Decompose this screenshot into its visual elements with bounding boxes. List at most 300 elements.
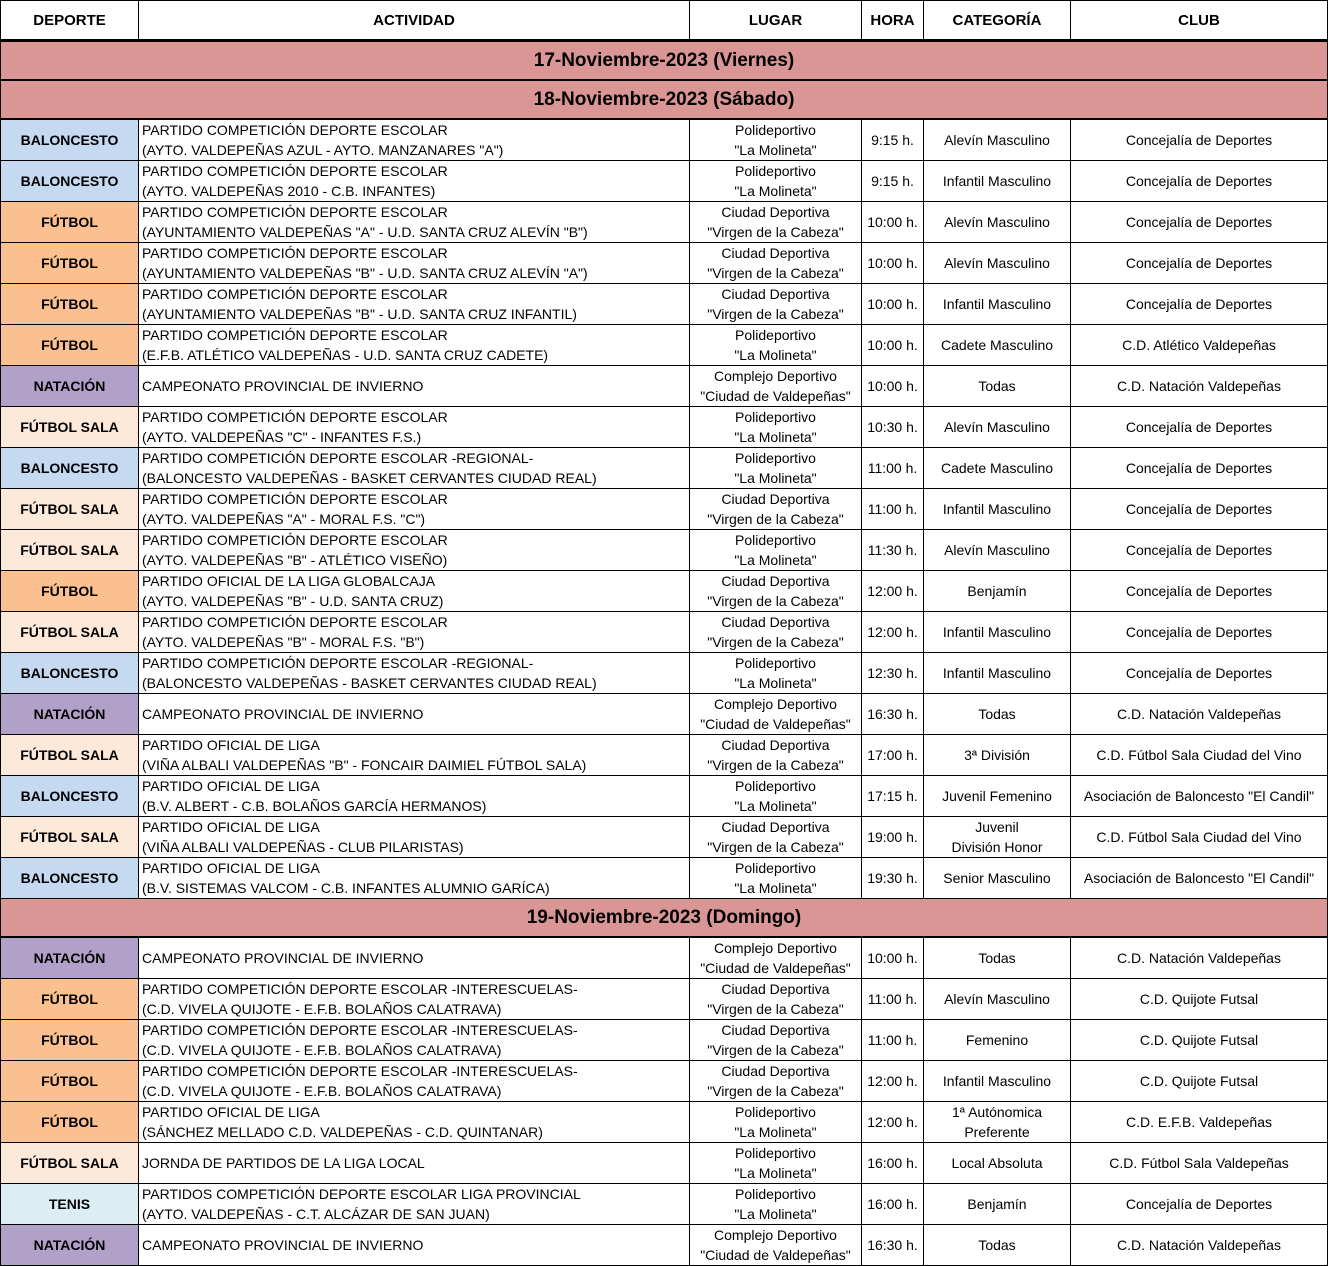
lugar-line: Ciudad Deportiva: [721, 819, 830, 835]
categoria-line: Alevín Masculino: [944, 991, 1050, 1007]
lugar-line: Ciudad Deportiva: [721, 491, 830, 507]
event-row: [1, 653, 1328, 694]
actividad-line: (AYUNTAMIENTO VALDEPEÑAS "B" - U.D. SANTA CRUZ ALEVÍN "A"): [142, 265, 588, 281]
deporte-cell: BALONCESTO: [1, 119, 139, 161]
deporte-cell: NATACIÓN: [1, 1225, 139, 1266]
lugar-line: Polideportivo: [735, 327, 816, 343]
lugar-line: Polideportivo: [735, 122, 816, 138]
actividad-line: (B.V. SISTEMAS VALCOM - C.B. INFANTES ALUMNIO GARÍCA): [142, 880, 550, 896]
hora-cell: 10:00 h.: [862, 937, 924, 979]
lugar-line: "Virgen de la Cabeza": [707, 306, 844, 322]
categoria-cell: [924, 653, 1071, 694]
lugar-cell: [690, 1143, 862, 1184]
deporte-cell: FÚTBOL: [1, 243, 139, 284]
event-row: [1, 1143, 1328, 1184]
deporte-cell: NATACIÓN: [1, 366, 139, 407]
lugar-line: Ciudad Deportiva: [721, 737, 830, 753]
categoria-line: 1ª Autónomica: [951, 1104, 1042, 1120]
categoria-cell: [924, 1020, 1071, 1061]
categoria-line: Preferente: [964, 1124, 1030, 1140]
actividad-cell: [139, 325, 690, 366]
actividad-line: (AYTO. VALDEPEÑAS - C.T. ALCÁZAR DE SAN JUAN): [142, 1206, 490, 1222]
hora-cell: 10:00 h.: [862, 284, 924, 325]
event-row: [1, 407, 1328, 448]
lugar-cell: [690, 817, 862, 858]
actividad-line: (C.D. VIVELA QUIJOTE - E.F.B. BOLAÑOS CALATRAVA): [142, 1042, 502, 1058]
event-row: [1, 284, 1328, 325]
header-row: [1, 1, 1328, 41]
lugar-cell: [690, 407, 862, 448]
categoria-cell: [924, 858, 1071, 899]
deporte-cell: BALONCESTO: [1, 448, 139, 489]
club-cell: Concejalía de Deportes: [1071, 653, 1328, 694]
deporte-cell: NATACIÓN: [1, 694, 139, 735]
deporte-cell: BALONCESTO: [1, 776, 139, 817]
club-cell: C.D. Natación Valdepeñas: [1071, 366, 1328, 407]
categoria-line: Senior Masculino: [943, 870, 1051, 886]
header-club: CLUB: [1071, 1, 1328, 41]
date-heading: 19-Noviembre-2023 (Domingo): [1, 899, 1328, 938]
club-cell: Concejalía de Deportes: [1071, 284, 1328, 325]
event-row: [1, 571, 1328, 612]
hora-cell: 10:00 h.: [862, 366, 924, 407]
actividad-cell: [139, 694, 690, 735]
event-row: [1, 735, 1328, 776]
actividad-cell: [139, 489, 690, 530]
lugar-line: Polideportivo: [735, 860, 816, 876]
lugar-cell: [690, 1184, 862, 1225]
header-lugar: LUGAR: [690, 1, 862, 41]
lugar-cell: [690, 366, 862, 407]
categoria-cell: [924, 489, 1071, 530]
lugar-line: "Virgen de la Cabeza": [707, 511, 844, 527]
deporte-cell: FÚTBOL: [1, 571, 139, 612]
club-cell: C.D. Natación Valdepeñas: [1071, 694, 1328, 735]
hora-cell: 9:15 h.: [862, 161, 924, 202]
actividad-line: PARTIDO COMPETICIÓN DEPORTE ESCOLAR: [142, 491, 448, 507]
actividad-line: (AYTO. VALDEPEÑAS AZUL - AYTO. MANZANARES "A"): [142, 142, 504, 158]
hora-cell: 12:30 h.: [862, 653, 924, 694]
lugar-line: Ciudad Deportiva: [721, 981, 830, 997]
actividad-cell: [139, 366, 690, 407]
lugar-cell: [690, 1061, 862, 1102]
actividad-line: CAMPEONATO PROVINCIAL DE INVIERNO: [142, 1237, 424, 1253]
deporte-cell: NATACIÓN: [1, 937, 139, 979]
club-cell: C.D. Quijote Futsal: [1071, 1020, 1328, 1061]
lugar-line: Polideportivo: [735, 450, 816, 466]
categoria-line: Alevín Masculino: [944, 419, 1050, 435]
lugar-line: Ciudad Deportiva: [721, 614, 830, 630]
categoria-cell: [924, 1143, 1071, 1184]
categoria-cell: [924, 1061, 1071, 1102]
hora-cell: 17:15 h.: [862, 776, 924, 817]
lugar-line: "La Molineta": [734, 142, 817, 158]
header-actividad: ACTIVIDAD: [139, 1, 690, 41]
lugar-cell: [690, 448, 862, 489]
categoria-cell: [924, 119, 1071, 161]
lugar-line: Polideportivo: [735, 655, 816, 671]
club-cell: Concejalía de Deportes: [1071, 119, 1328, 161]
deporte-cell: FÚTBOL: [1, 284, 139, 325]
actividad-line: PARTIDO COMPETICIÓN DEPORTE ESCOLAR: [142, 204, 448, 220]
club-cell: C.D. Fútbol Sala Ciudad del Vino: [1071, 817, 1328, 858]
actividad-line: PARTIDO COMPETICIÓN DEPORTE ESCOLAR: [142, 245, 448, 261]
event-row: [1, 325, 1328, 366]
categoria-line: Juvenil: [975, 819, 1019, 835]
actividad-line: (C.D. VIVELA QUIJOTE - E.F.B. BOLAÑOS CALATRAVA): [142, 1001, 502, 1017]
categoria-line: Alevín Masculino: [944, 255, 1050, 271]
lugar-cell: [690, 858, 862, 899]
club-cell: C.D. Quijote Futsal: [1071, 1061, 1328, 1102]
categoria-cell: [924, 1184, 1071, 1225]
categoria-line: Infantil Masculino: [942, 173, 1052, 189]
lugar-line: "Ciudad de Valdepeñas": [700, 960, 851, 976]
categoria-cell: [924, 571, 1071, 612]
club-cell: Concejalía de Deportes: [1071, 407, 1328, 448]
categoria-cell: [924, 530, 1071, 571]
lugar-cell: [690, 1020, 862, 1061]
lugar-line: Polideportivo: [735, 1145, 816, 1161]
date-heading: 18-Noviembre-2023 (Sábado): [1, 80, 1328, 119]
event-row: [1, 530, 1328, 571]
categoria-line: Todas: [978, 1237, 1016, 1253]
club-cell: C.D. E.F.B. Valdepeñas: [1071, 1102, 1328, 1143]
actividad-line: PARTIDO COMPETICIÓN DEPORTE ESCOLAR -INTERESCUELAS-: [142, 981, 578, 997]
categoria-line: Infantil Masculino: [942, 501, 1052, 517]
club-cell: Concejalía de Deportes: [1071, 202, 1328, 243]
actividad-line: PARTIDO COMPETICIÓN DEPORTE ESCOLAR: [142, 286, 448, 302]
hora-cell: 11:00 h.: [862, 489, 924, 530]
categoria-cell: [924, 284, 1071, 325]
lugar-line: "La Molineta": [734, 183, 817, 199]
lugar-cell: [690, 571, 862, 612]
club-cell: Concejalía de Deportes: [1071, 571, 1328, 612]
deporte-cell: FÚTBOL: [1, 325, 139, 366]
actividad-line: CAMPEONATO PROVINCIAL DE INVIERNO: [142, 378, 424, 394]
categoria-cell: [924, 694, 1071, 735]
actividad-cell: [139, 448, 690, 489]
lugar-line: Polideportivo: [735, 532, 816, 548]
categoria-line: Cadete Masculino: [940, 460, 1054, 476]
lugar-line: Ciudad Deportiva: [721, 1063, 830, 1079]
lugar-cell: [690, 776, 862, 817]
categoria-line: Local Absoluta: [951, 1155, 1043, 1171]
actividad-line: PARTIDO COMPETICIÓN DEPORTE ESCOLAR: [142, 327, 448, 343]
actividad-line: (AYTO. VALDEPEÑAS "B" - MORAL F.S. "B"): [142, 634, 425, 650]
actividad-line: (AYTO. VALDEPEÑAS "A" - MORAL F.S. "C"): [142, 511, 426, 527]
lugar-line: "Ciudad de Valdepeñas": [700, 716, 851, 732]
event-row: [1, 1020, 1328, 1061]
lugar-line: Polideportivo: [735, 778, 816, 794]
actividad-line: PARTIDO OFICIAL DE LIGA: [142, 737, 320, 753]
actividad-line: CAMPEONATO PROVINCIAL DE INVIERNO: [142, 706, 424, 722]
categoria-cell: [924, 161, 1071, 202]
actividad-line: (AYTO. VALDEPEÑAS "B" - U.D. SANTA CRUZ): [142, 593, 444, 609]
deporte-cell: FÚTBOL SALA: [1, 817, 139, 858]
club-cell: C.D. Quijote Futsal: [1071, 979, 1328, 1020]
hora-cell: 10:30 h.: [862, 407, 924, 448]
club-cell: Concejalía de Deportes: [1071, 489, 1328, 530]
actividad-line: (VIÑA ALBALI VALDEPEÑAS "B" - FONCAIR DAIMIEL FÚTBOL SALA): [142, 757, 587, 773]
actividad-cell: [139, 776, 690, 817]
lugar-cell: [690, 530, 862, 571]
actividad-line: PARTIDO COMPETICIÓN DEPORTE ESCOLAR -INTERESCUELAS-: [142, 1063, 578, 1079]
event-row: [1, 1184, 1328, 1225]
hora-cell: 17:00 h.: [862, 735, 924, 776]
lugar-line: "Virgen de la Cabeza": [707, 757, 844, 773]
actividad-line: PARTIDOS COMPETICIÓN DEPORTE ESCOLAR LIGA PROVINCIAL: [142, 1186, 581, 1202]
lugar-cell: [690, 284, 862, 325]
lugar-line: "La Molineta": [734, 675, 817, 691]
categoria-line: Benjamín: [967, 1196, 1027, 1212]
club-cell: Concejalía de Deportes: [1071, 448, 1328, 489]
hora-cell: 10:00 h.: [862, 202, 924, 243]
categoria-line: Infantil Masculino: [942, 1073, 1052, 1089]
lugar-cell: [690, 202, 862, 243]
deporte-cell: FÚTBOL: [1, 1061, 139, 1102]
event-row: [1, 1061, 1328, 1102]
actividad-line: PARTIDO OFICIAL DE LA LIGA GLOBALCAJA: [142, 573, 436, 589]
actividad-cell: [139, 937, 690, 979]
schedule-body: [1, 41, 1328, 1266]
lugar-line: "Virgen de la Cabeza": [707, 634, 844, 650]
categoria-cell: [924, 243, 1071, 284]
hora-cell: 11:30 h.: [862, 530, 924, 571]
deporte-cell: BALONCESTO: [1, 653, 139, 694]
actividad-cell: [139, 979, 690, 1020]
deporte-cell: FÚTBOL: [1, 1020, 139, 1061]
lugar-line: "La Molineta": [734, 429, 817, 445]
hora-cell: 11:00 h.: [862, 1020, 924, 1061]
date-row: [1, 41, 1328, 81]
actividad-cell: [139, 407, 690, 448]
lugar-cell: [690, 161, 862, 202]
actividad-cell: [139, 1020, 690, 1061]
lugar-line: Polideportivo: [735, 409, 816, 425]
hora-cell: 11:00 h.: [862, 448, 924, 489]
lugar-line: "La Molineta": [734, 1165, 817, 1181]
actividad-line: (AYUNTAMIENTO VALDEPEÑAS "A" - U.D. SANTA CRUZ ALEVÍN "B"): [142, 224, 588, 240]
header-deporte: DEPORTE: [1, 1, 139, 41]
categoria-line: Juvenil Femenino: [942, 788, 1052, 804]
hora-cell: 19:30 h.: [862, 858, 924, 899]
hora-cell: 16:30 h.: [862, 1225, 924, 1266]
actividad-cell: [139, 858, 690, 899]
event-row: [1, 1225, 1328, 1266]
actividad-cell: [139, 1143, 690, 1184]
hora-cell: 12:00 h.: [862, 571, 924, 612]
club-cell: C.D. Natación Valdepeñas: [1071, 937, 1328, 979]
categoria-line: Infantil Masculino: [942, 665, 1052, 681]
club-cell: Asociación de Baloncesto "El Candil": [1071, 858, 1328, 899]
club-cell: Asociación de Baloncesto "El Candil": [1071, 776, 1328, 817]
lugar-cell: [690, 243, 862, 284]
actividad-line: PARTIDO OFICIAL DE LIGA: [142, 860, 320, 876]
actividad-line: CAMPEONATO PROVINCIAL DE INVIERNO: [142, 950, 424, 966]
club-cell: C.D. Fútbol Sala Ciudad del Vino: [1071, 735, 1328, 776]
deporte-cell: FÚTBOL SALA: [1, 530, 139, 571]
categoria-cell: [924, 1102, 1071, 1143]
lugar-line: "La Molineta": [734, 347, 817, 363]
date-heading: 17-Noviembre-2023 (Viernes): [1, 41, 1328, 81]
lugar-line: Polideportivo: [735, 163, 816, 179]
actividad-line: (C.D. VIVELA QUIJOTE - E.F.B. BOLAÑOS CALATRAVA): [142, 1083, 502, 1099]
categoria-line: Alevín Masculino: [944, 542, 1050, 558]
hora-cell: 12:00 h.: [862, 1102, 924, 1143]
hora-cell: 11:00 h.: [862, 979, 924, 1020]
deporte-cell: FÚTBOL SALA: [1, 1143, 139, 1184]
categoria-cell: [924, 366, 1071, 407]
event-row: [1, 489, 1328, 530]
actividad-cell: [139, 1061, 690, 1102]
categoria-line: Infantil Masculino: [942, 296, 1052, 312]
lugar-line: "La Molineta": [734, 798, 817, 814]
header-categoria: CATEGORÍA: [924, 1, 1071, 41]
actividad-line: PARTIDO OFICIAL DE LIGA: [142, 778, 320, 794]
event-row: [1, 366, 1328, 407]
hora-cell: 10:00 h.: [862, 243, 924, 284]
actividad-cell: [139, 571, 690, 612]
lugar-line: Complejo Deportivo: [714, 368, 837, 384]
lugar-line: "Virgen de la Cabeza": [707, 224, 844, 240]
lugar-line: Complejo Deportivo: [714, 1227, 837, 1243]
lugar-line: Ciudad Deportiva: [721, 245, 830, 261]
lugar-line: "Virgen de la Cabeza": [707, 1042, 844, 1058]
event-row: [1, 202, 1328, 243]
event-row: [1, 448, 1328, 489]
categoria-cell: [924, 448, 1071, 489]
lugar-line: Polideportivo: [735, 1104, 816, 1120]
lugar-line: "La Molineta": [734, 880, 817, 896]
lugar-cell: [690, 612, 862, 653]
deporte-cell: FÚTBOL SALA: [1, 612, 139, 653]
categoria-cell: [924, 325, 1071, 366]
deporte-cell: BALONCESTO: [1, 858, 139, 899]
actividad-line: (BALONCESTO VALDEPEÑAS - BASKET CERVANTES CIUDAD REAL): [142, 675, 597, 691]
deporte-cell: FÚTBOL SALA: [1, 489, 139, 530]
actividad-line: PARTIDO COMPETICIÓN DEPORTE ESCOLAR: [142, 122, 448, 138]
actividad-line: PARTIDO COMPETICIÓN DEPORTE ESCOLAR -REGIONAL-: [142, 450, 534, 466]
date-row: [1, 80, 1328, 119]
actividad-line: PARTIDO COMPETICIÓN DEPORTE ESCOLAR -REGIONAL-: [142, 655, 534, 671]
lugar-line: "La Molineta": [734, 1206, 817, 1222]
categoria-cell: [924, 817, 1071, 858]
lugar-cell: [690, 325, 862, 366]
lugar-line: "La Molineta": [734, 552, 817, 568]
actividad-cell: [139, 119, 690, 161]
actividad-cell: [139, 530, 690, 571]
deporte-cell: FÚTBOL: [1, 202, 139, 243]
actividad-line: (AYTO. VALDEPEÑAS 2010 - C.B. INFANTES): [142, 183, 436, 199]
event-row: [1, 119, 1328, 161]
deporte-cell: FÚTBOL: [1, 979, 139, 1020]
deporte-cell: FÚTBOL SALA: [1, 407, 139, 448]
categoria-line: Alevín Masculino: [944, 132, 1050, 148]
hora-cell: 12:00 h.: [862, 612, 924, 653]
lugar-cell: [690, 735, 862, 776]
lugar-line: Complejo Deportivo: [714, 696, 837, 712]
lugar-cell: [690, 937, 862, 979]
actividad-line: PARTIDO COMPETICIÓN DEPORTE ESCOLAR: [142, 532, 448, 548]
categoria-line: Infantil Masculino: [942, 624, 1052, 640]
categoria-line: Todas: [978, 378, 1016, 394]
actividad-cell: [139, 817, 690, 858]
lugar-cell: [690, 1225, 862, 1266]
actividad-line: (SÁNCHEZ MELLADO C.D. VALDEPEÑAS - C.D. QUINTANAR): [142, 1124, 543, 1140]
categoria-cell: [924, 735, 1071, 776]
actividad-cell: [139, 161, 690, 202]
actividad-line: (B.V. ALBERT - C.B. BOLAÑOS GARCÍA HERMANOS): [142, 798, 487, 814]
lugar-cell: [690, 489, 862, 530]
categoria-cell: [924, 776, 1071, 817]
deporte-cell: BALONCESTO: [1, 161, 139, 202]
actividad-line: (VIÑA ALBALI VALDEPEÑAS - CLUB PILARISTAS): [142, 839, 464, 855]
lugar-line: Ciudad Deportiva: [721, 573, 830, 589]
hora-cell: 16:00 h.: [862, 1184, 924, 1225]
actividad-line: PARTIDO COMPETICIÓN DEPORTE ESCOLAR -INTERESCUELAS-: [142, 1022, 578, 1038]
deporte-cell: FÚTBOL SALA: [1, 735, 139, 776]
actividad-line: PARTIDO OFICIAL DE LIGA: [142, 819, 320, 835]
hora-cell: 16:00 h.: [862, 1143, 924, 1184]
categoria-line: División Honor: [951, 839, 1043, 855]
event-row: [1, 858, 1328, 899]
event-row: [1, 694, 1328, 735]
deporte-cell: TENIS: [1, 1184, 139, 1225]
club-cell: Concejalía de Deportes: [1071, 1184, 1328, 1225]
event-row: [1, 776, 1328, 817]
club-cell: Concejalía de Deportes: [1071, 612, 1328, 653]
lugar-cell: [690, 694, 862, 735]
actividad-line: JORNDA DE PARTIDOS DE LA LIGA LOCAL: [142, 1155, 425, 1171]
lugar-cell: [690, 119, 862, 161]
event-row: [1, 817, 1328, 858]
categoria-cell: [924, 612, 1071, 653]
categoria-cell: [924, 979, 1071, 1020]
categoria-cell: [924, 407, 1071, 448]
header-hora: HORA: [862, 1, 924, 41]
lugar-line: "Virgen de la Cabeza": [707, 1001, 844, 1017]
hora-cell: 9:15 h.: [862, 119, 924, 161]
event-row: [1, 1102, 1328, 1143]
lugar-line: "Ciudad de Valdepeñas": [700, 388, 851, 404]
categoria-line: Alevín Masculino: [944, 214, 1050, 230]
club-cell: C.D. Fútbol Sala Valdepeñas: [1071, 1143, 1328, 1184]
actividad-line: (AYUNTAMIENTO VALDEPEÑAS "B" - U.D. SANTA CRUZ INFANTIL): [142, 306, 577, 322]
event-row: [1, 612, 1328, 653]
actividad-cell: [139, 284, 690, 325]
actividad-cell: [139, 653, 690, 694]
actividad-line: (BALONCESTO VALDEPEÑAS - BASKET CERVANTES CIUDAD REAL): [142, 470, 597, 486]
lugar-line: "Virgen de la Cabeza": [707, 839, 844, 855]
hora-cell: 16:30 h.: [862, 694, 924, 735]
categoria-line: Todas: [978, 950, 1016, 966]
lugar-line: Polideportivo: [735, 1186, 816, 1202]
categoria-cell: [924, 937, 1071, 979]
actividad-line: PARTIDO COMPETICIÓN DEPORTE ESCOLAR: [142, 409, 448, 425]
actividad-cell: [139, 1102, 690, 1143]
date-row: [1, 899, 1328, 938]
lugar-line: "La Molineta": [734, 1124, 817, 1140]
lugar-line: "Virgen de la Cabeza": [707, 593, 844, 609]
actividad-cell: [139, 735, 690, 776]
categoria-cell: [924, 1225, 1071, 1266]
lugar-line: "Virgen de la Cabeza": [707, 1083, 844, 1099]
club-cell: C.D. Atlético Valdepeñas: [1071, 325, 1328, 366]
categoria-line: Cadete Masculino: [940, 337, 1054, 353]
lugar-line: Complejo Deportivo: [714, 940, 837, 956]
categoria-cell: [924, 202, 1071, 243]
event-row: [1, 161, 1328, 202]
